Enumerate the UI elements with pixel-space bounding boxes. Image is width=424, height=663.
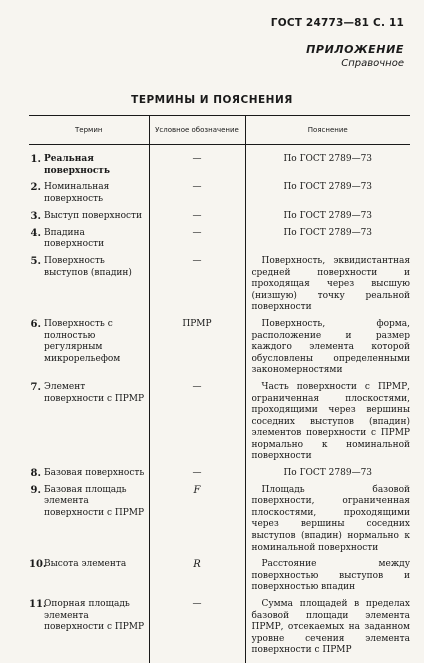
term-text: Базовая поверхность xyxy=(44,468,145,479)
symbol-cell: — xyxy=(149,468,245,485)
explanation-cell: Часть поверхности с ПРМР, ограниченная плоскостями, проходящими через вершины соседних выступов (впадин) элементов поверхности с ПРМР нормально к номинальной поверхности xyxy=(245,382,410,468)
symbol-cell: R xyxy=(149,559,245,599)
row-number: 5. xyxy=(30,255,41,267)
explanation-cell: Площадь базовой поверхности, ограниченная плоскостями, проходящими через вершины соседних выступов (впадин) нормально к номинальной поверхности xyxy=(245,485,410,560)
row-number: 10. xyxy=(29,559,47,571)
row-number: 3. xyxy=(30,211,41,223)
column-header-term: Термин xyxy=(29,116,149,145)
table-row xyxy=(29,256,410,319)
row-number: 11. xyxy=(29,599,47,610)
explanation-cell: По ГОСТ 2789—73 xyxy=(245,211,410,228)
explanation-cell: Расстояние между поверхностью выступов и поверхностью впадин xyxy=(245,559,410,599)
term-text: Реальная поверхность xyxy=(44,154,110,176)
term-text: Элемент поверхности с ПРМР xyxy=(44,381,145,404)
symbol-cell: — xyxy=(149,599,245,663)
row-number: 8. xyxy=(30,468,41,480)
symbol-cell: — xyxy=(149,145,245,183)
table-row xyxy=(29,485,410,560)
symbol-cell: F xyxy=(149,485,245,560)
term-text: Впадина поверхности xyxy=(44,227,105,250)
symbol-cell: — xyxy=(149,211,245,228)
explanation-cell: По ГОСТ 2789—73 xyxy=(245,145,410,183)
table-row xyxy=(29,145,410,183)
table-row xyxy=(29,468,410,485)
row-number: 6. xyxy=(30,318,41,330)
explanation-cell: Поверхность, эквидистантная средней поверхности и проходящая через высшую (низшую) точку реальной поверхности xyxy=(245,256,410,319)
appendix-title: ПРИЛОЖЕНИЕ xyxy=(306,43,404,56)
symbol-cell: — xyxy=(149,382,245,468)
term-text: Поверхность выступов (впадин) xyxy=(44,255,132,278)
term-text: Опорная площадь элемента поверхности с ПРМР xyxy=(44,599,145,633)
term-text: Базовая площадь элемента поверхности с ПРМР xyxy=(44,484,145,518)
appendix-subtitle: Справочное xyxy=(341,58,404,69)
row-number: 9. xyxy=(30,484,41,496)
symbol-cell: — xyxy=(149,182,245,211)
explanation-cell: Сумма площадей в пределах базовой площади элемента ПРМР, отсекаемых на заданном уровне сечения элемента поверхности с ПРМР xyxy=(245,599,410,663)
table-row xyxy=(29,319,410,382)
row-number: 2. xyxy=(30,182,41,194)
term-text: Номинальная поверхность xyxy=(44,182,110,204)
column-header-symbol: Условное обозначение xyxy=(149,116,245,145)
explanation-cell: По ГОСТ 2789—73 xyxy=(245,182,410,211)
terms-table xyxy=(29,115,410,663)
row-number: 4. xyxy=(30,227,41,239)
page-header: ГОСТ 24773—81 С. 11 xyxy=(270,17,404,29)
table-row xyxy=(29,228,410,256)
term-text: Высота элемента xyxy=(44,559,127,570)
symbol-cell: — xyxy=(149,228,245,256)
row-number: 1. xyxy=(30,154,41,165)
table-row xyxy=(29,559,410,599)
explanation-cell: По ГОСТ 2789—73 xyxy=(245,468,410,485)
table-header-row xyxy=(29,116,410,145)
term-text: Выступ поверхности xyxy=(44,211,143,222)
table-row xyxy=(29,599,410,663)
term-text: Поверхность с полностью регулярным микрорельефом xyxy=(44,318,121,364)
symbol-cell: ПРМР xyxy=(149,319,245,382)
section-title: ТЕРМИНЫ И ПОЯСНЕНИЯ xyxy=(131,94,293,106)
explanation-cell: Поверхность, форма, расположение и размер каждого элемента которой обусловлены определенными закономерностями xyxy=(245,319,410,382)
column-header-explanation: Пояснение xyxy=(245,116,410,145)
table-row xyxy=(29,211,410,228)
appendix-label xyxy=(306,43,404,69)
table-row xyxy=(29,182,410,211)
explanation-cell: По ГОСТ 2789—73 xyxy=(245,228,410,256)
table-row xyxy=(29,382,410,468)
row-number: 7. xyxy=(30,381,41,393)
symbol-cell: — xyxy=(149,256,245,319)
